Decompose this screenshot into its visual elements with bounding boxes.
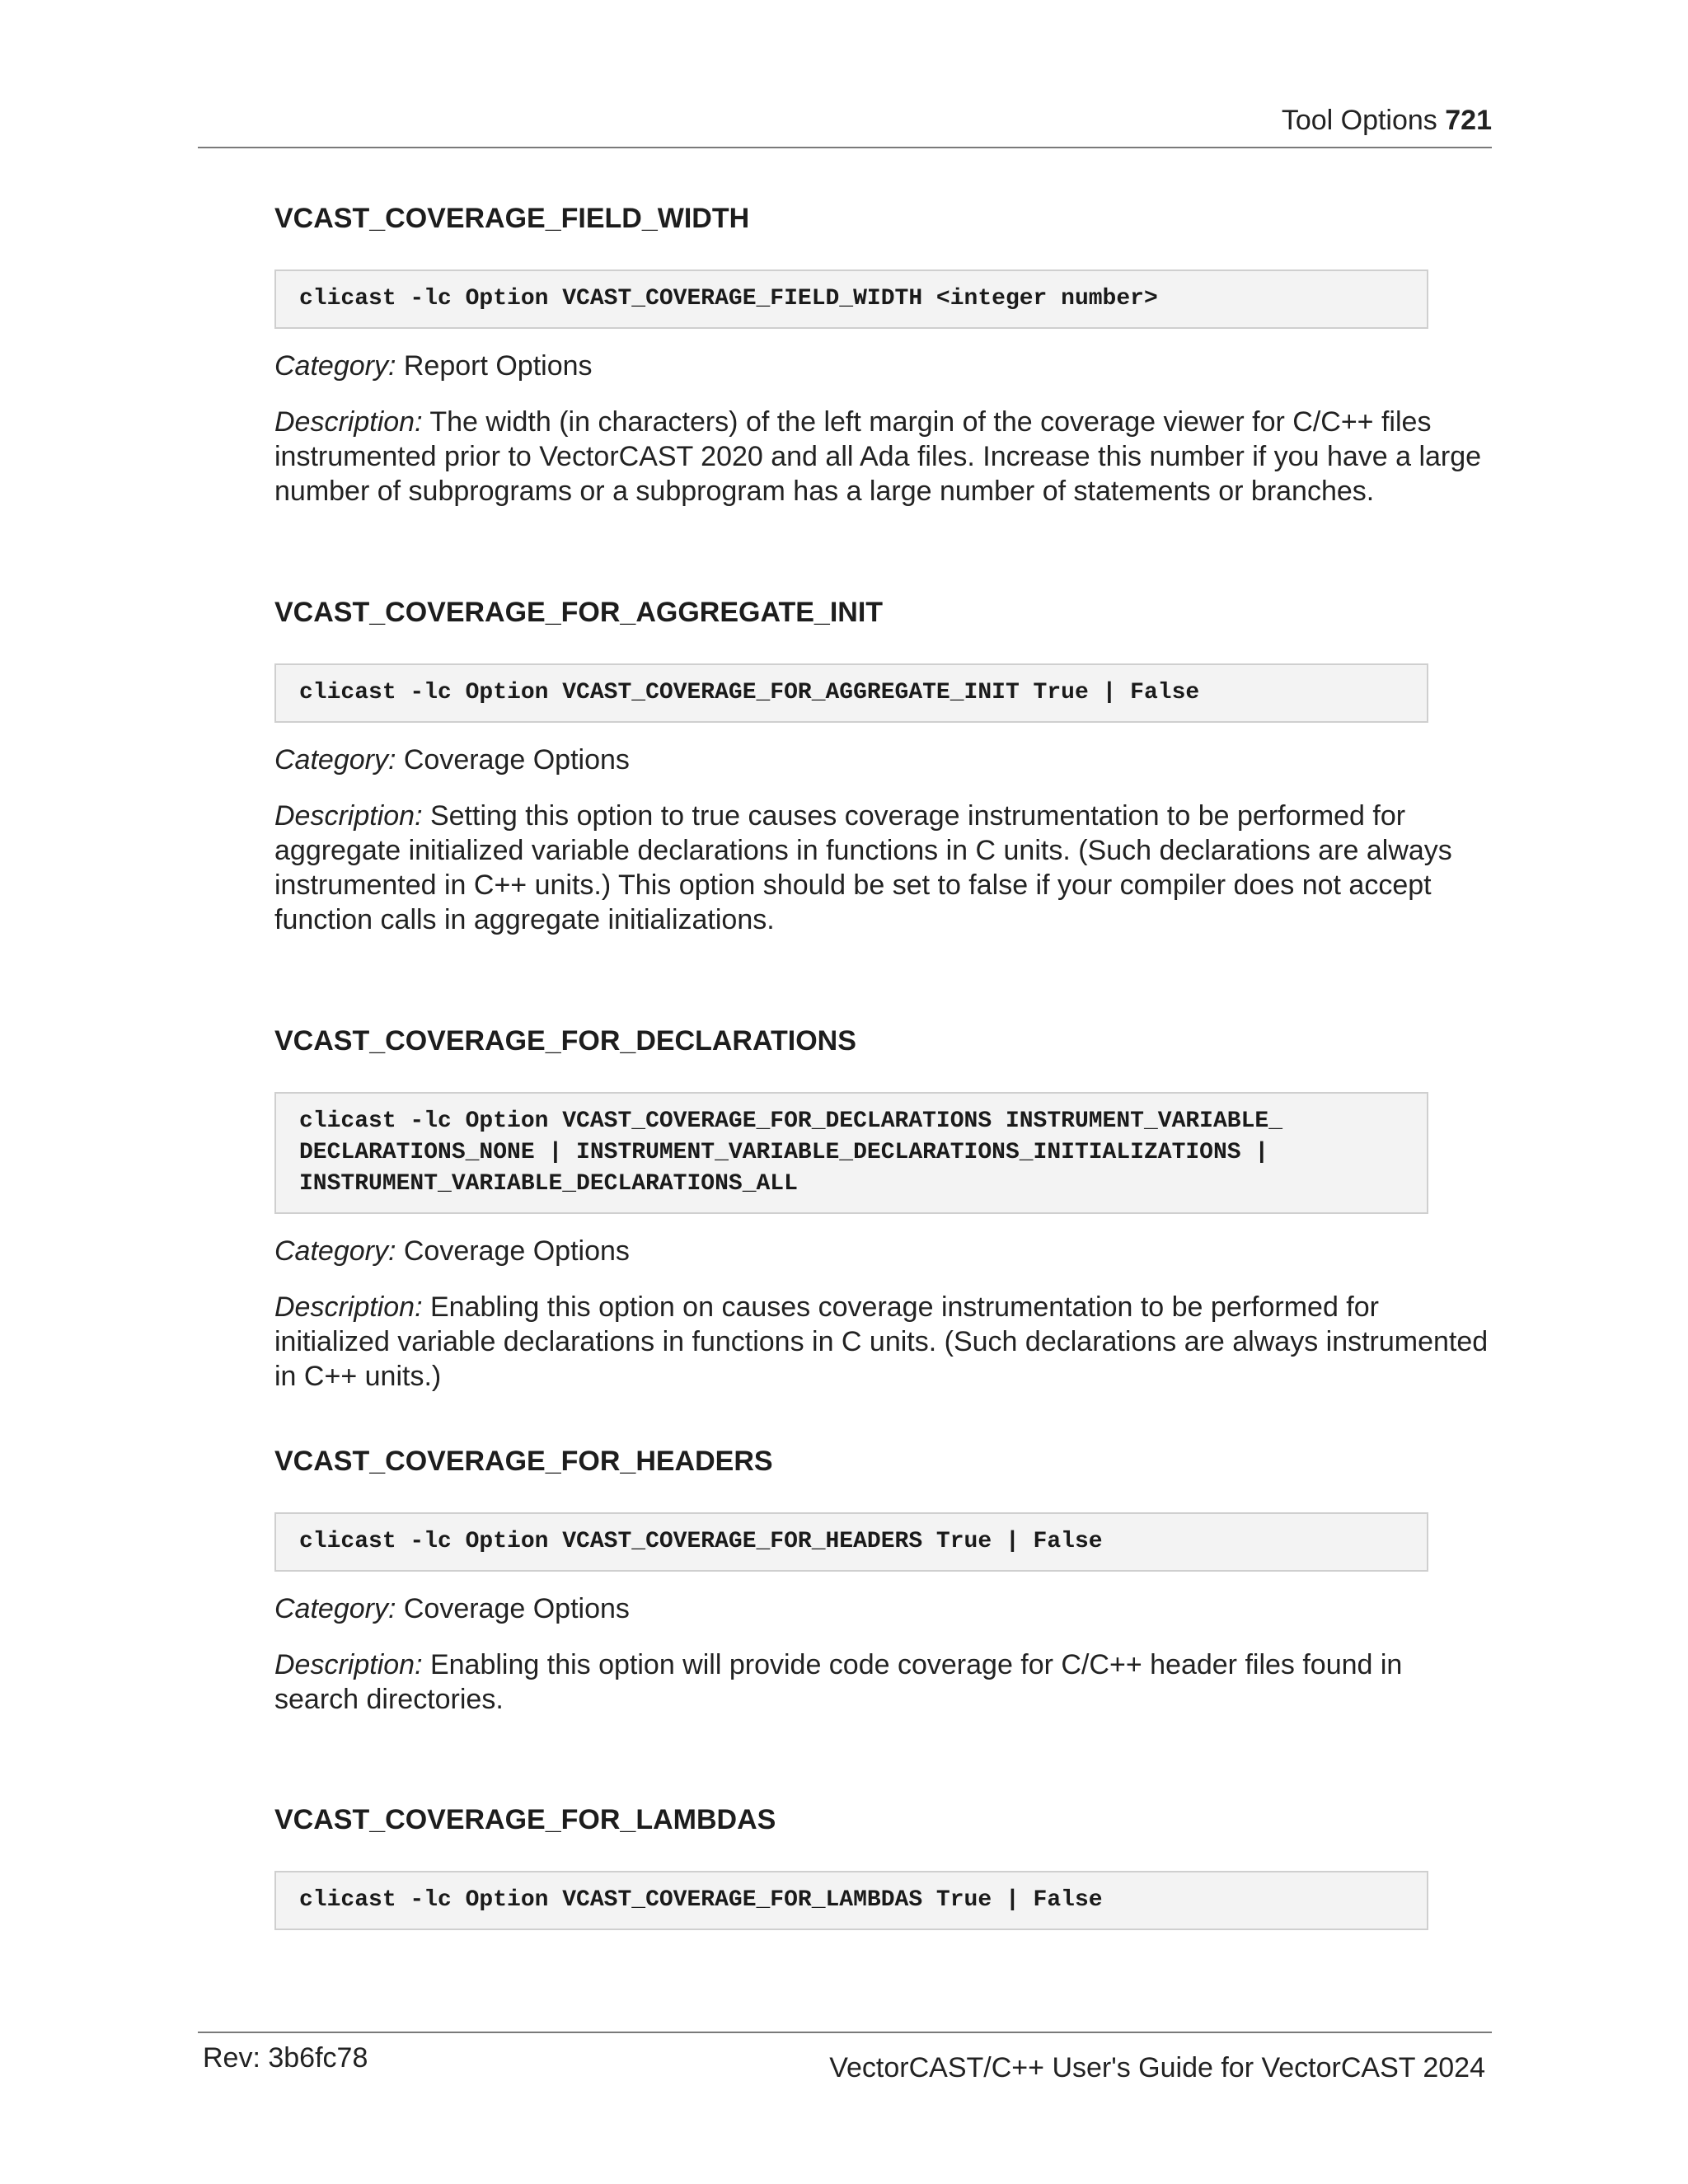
option-category	[274, 349, 1492, 383]
option-title: VCAST_COVERAGE_FOR_HEADERS	[274, 1446, 773, 1477]
category-label: Category:	[274, 1593, 396, 1624]
category-value: Coverage Options	[403, 744, 630, 776]
category-label: Category:	[274, 1235, 396, 1267]
description-text: Setting this option to true causes coverage instrumentation to be performed for aggregate initialized variable declarations in functions in C units. (Such declarations are always instrumented in C++ units.) This option should be set to false if your compiler does not accept function calls in aggregate initializations.	[274, 800, 1452, 935]
option-section-aggregate-init	[274, 596, 1492, 937]
footer-guide-title: VectorCAST/C++ User's Guide for VectorCAST 2024	[829, 2052, 1485, 2083]
header-section: Tool Options	[1281, 105, 1437, 136]
option-description	[274, 1290, 1492, 1394]
page-footer	[198, 2032, 1492, 2099]
option-title: VCAST_COVERAGE_FOR_LAMBDAS	[274, 1804, 776, 1835]
option-category	[274, 743, 1492, 777]
description-text: The width (in characters) of the left margin of the coverage viewer for C/C++ files instrumented prior to VectorCAST 2020 and all Ada files. Increase this number if you have a large number of subprograms or a subprogram has a large number of statements or branches.	[274, 406, 1482, 507]
option-category	[274, 1591, 1492, 1626]
option-category	[274, 1234, 1492, 1268]
command-code-box: clicast -lc Option VCAST_COVERAGE_FOR_AGGREGATE_INIT True | False	[274, 663, 1428, 723]
option-section-headers	[274, 1445, 1492, 1717]
option-title: VCAST_COVERAGE_FIELD_WIDTH	[274, 203, 750, 234]
header-text	[1282, 104, 1492, 137]
category-value: Coverage Options	[403, 1235, 630, 1267]
command-code-box: clicast -lc Option VCAST_COVERAGE_FOR_LAMBDAS True | False	[274, 1871, 1428, 1930]
option-description	[274, 1647, 1492, 1717]
description-label: Description:	[274, 1291, 423, 1323]
description-label: Description:	[274, 406, 423, 438]
description-text: Enabling this option on causes coverage instrumentation to be performed for initialized variable declarations in functions in C units. (Such declarations are always instrumented in C++ units.)	[274, 1291, 1489, 1392]
option-description	[274, 405, 1492, 509]
page-header	[198, 104, 1492, 148]
category-value: Coverage Options	[403, 1593, 630, 1624]
option-title: VCAST_COVERAGE_FOR_DECLARATIONS	[274, 1025, 856, 1057]
category-label: Category:	[274, 350, 396, 382]
option-section-lambdas	[274, 1803, 1492, 1930]
description-label: Description:	[274, 800, 423, 832]
command-code-box: clicast -lc Option VCAST_COVERAGE_FIELD_WIDTH <integer number>	[274, 269, 1428, 329]
option-section-field-width	[274, 202, 1492, 509]
page-number: 721	[1445, 105, 1492, 136]
description-label: Description:	[274, 1649, 423, 1680]
category-value: Report Options	[403, 350, 593, 382]
command-code-box: clicast -lc Option VCAST_COVERAGE_FOR_DECLARATIONS INSTRUMENT_VARIABLE_ DECLARATIONS_NONE | INSTRUMENT_VARIABLE_DECLARATIONS_INITIALIZATIONS | INSTRUMENT_VARIABLE_DECLARATIONS_ALL	[274, 1092, 1428, 1214]
category-label: Category:	[274, 744, 396, 776]
command-code-box: clicast -lc Option VCAST_COVERAGE_FOR_HEADERS True | False	[274, 1512, 1428, 1572]
footer-revision: Rev: 3b6fc78	[203, 2042, 368, 2074]
option-section-declarations	[274, 1024, 1492, 1394]
description-text: Enabling this option will provide code coverage for C/C++ header files found in search directories.	[274, 1649, 1403, 1715]
option-title: VCAST_COVERAGE_FOR_AGGREGATE_INIT	[274, 597, 884, 628]
option-description	[274, 799, 1492, 937]
